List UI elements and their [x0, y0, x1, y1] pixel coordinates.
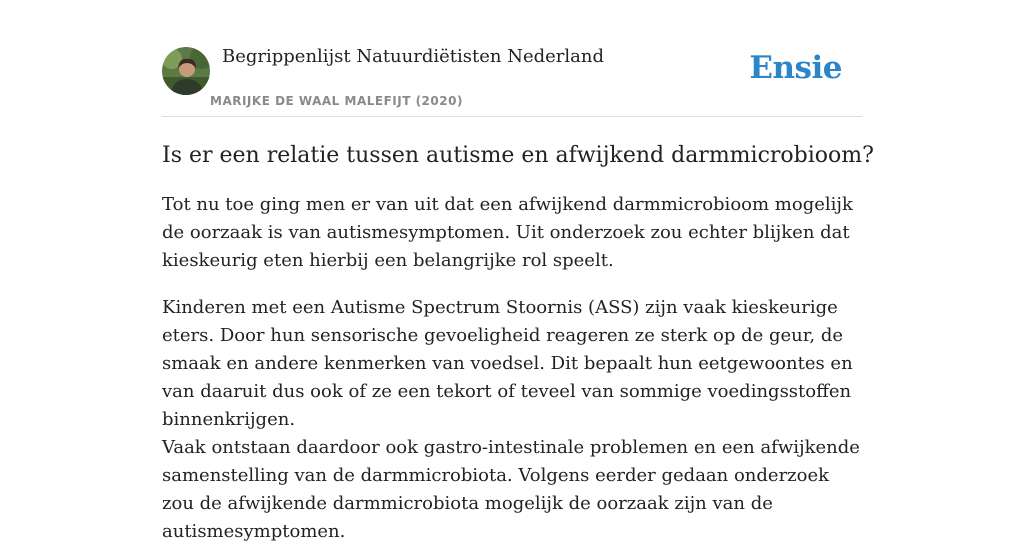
- author-avatar[interactable]: [162, 47, 210, 95]
- avatar-icon: [162, 47, 210, 95]
- paragraph-1: Tot nu toe ging men er van uit dat een afwijkend darmmicrobioom mogelijk de oorzaak is van autismesymptomen. Uit onderzoek zou echter blijken dat kieskeurig eten hierbij een belangrijke rol speelt.: [162, 194, 853, 271]
- paragraph-2-line-2: Vaak ontstaan daardoor ook gastro-intestinale problemen en een afwijkende samenstelling van de darmmicrobiota. Volgens eerder gedaan onderzoek zou de afwijkende darmmicrobiota mogelijk de oorzaak zijn van de autismesymptomen.: [162, 437, 860, 542]
- article-header: [162, 44, 862, 117]
- article-headline: Is er een relatie tussen autisme en afwijkend darmmicrobioom?: [162, 143, 874, 168]
- paragraph-2-line-1: Kinderen met een Autisme Spectrum Stoornis (ASS) zijn vaak kieskeurige eters. Door hun sensorische gevoeligheid reageren ze sterk op de geur, de smaak en andere kenmerken van voedsel. Dit bepaalt hun eetgewoontes en van daaruit dus ook of ze een tekort of teveel van sommige voedingsstoffen binnenkrijgen.: [162, 297, 853, 430]
- paragraph-2: [162, 294, 862, 546]
- glossary-title[interactable]: Begrippenlijst Natuurdiëtisten Nederland: [222, 46, 604, 67]
- ensie-logo[interactable]: Ensie: [749, 50, 842, 86]
- article-card: [162, 44, 874, 546]
- author-name[interactable]: MARIJKE DE WAAL MALEFIJT (2020): [210, 94, 463, 108]
